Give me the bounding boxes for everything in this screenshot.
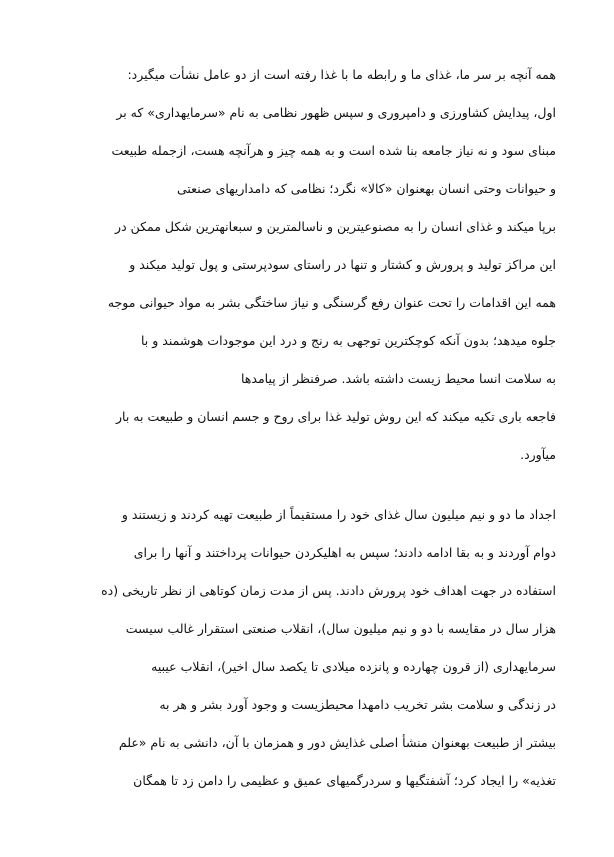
paragraph-1-line-11: میآورد.: [520, 447, 556, 462]
paragraph-2-line-2: دوام آوردند و به بقا ادامه دادند؛ سپس به اهلیکردن حیوانات پرداختند و آنها را برای: [133, 545, 556, 560]
paragraph-1-line-10: فاجعه باری تکیه میکند که این روش تولید غذا برای روح و جسم انسان و طبیعت به بار: [116, 409, 556, 424]
paragraph-1-line-4: و حیوانات وحتی انسان بهعنوان «کالا» نگرد؛ نظامی که دامداریهای صنعتی: [176, 181, 556, 196]
paragraph-2-line-7: بیشتر از طبیعت بهعنوان منشأ اصلی غذایش دور و همزمان با آن، دانشی به نام «علم: [118, 735, 556, 750]
paragraph-2-line-5: سرمایهداری (از قرون چهارده و پانزده میلادی تا یکصد سال اخیر)، انقلاب عیبیه: [151, 659, 556, 674]
paragraph-1-line-1: همه آنچه بر سر ما، غذای ما و رابطه ما با غذا رفته است از دو عامل نشأت میگیرد:: [127, 67, 556, 82]
paragraph-2-line-8: تغذیه» را ایجاد کرد؛ آشفتگیها و سردرگمیهای عمیق و عظیمی را دامن زد تا همگان: [133, 773, 556, 788]
paragraph-1-line-3: مبنای سود و نه نیاز جامعه بنا شده است و به همه چیز و هرآنچه هست، ازجمله طبیعت: [111, 143, 556, 158]
paragraph-2-line-1: اجداد ما دو و نیم میلیون سال غذای خود را مستقیماً از طبیعت تهیه کردند و زیستند و: [121, 507, 556, 522]
paragraph-1-line-5: برپا میکند و غذای انسان را به مصنوعیترین و ناسالمترین و سبعانهترین شکل ممکن در: [115, 219, 556, 234]
paragraph-2-line-4: هزار سال در مقایسه با دو و نیم میلیون سال)، انقلاب صنعتی استقرار غالب سیست: [125, 621, 556, 636]
paragraph-2-line-3: استفاده در جهت اهداف خود پرورش دادند. پس از مدت زمان کوتاهی از نظر تاریخی (ده: [101, 583, 556, 598]
paragraph-1-line-6: این مراکز تولید و پرورش و کشتار و تنها در راستای سودپرستی و پول تولید میکند و: [129, 257, 556, 272]
paragraph-2-line-6: در زندگی و سلامت بشر تخریب دامهدا محیطزیست و وجود آورد بشر و هر به: [159, 697, 556, 712]
paragraph-1-line-9: به سلامت انسا محیط زیست داشته باشد. صرفنظر از پیامدها: [240, 371, 556, 386]
paragraph-1-line-2: اول، پیدایش کشاورزی و دامپروری و سپس ظهور نظامی به نام «سرمایهداری» که بر: [116, 105, 556, 120]
paragraph-1-line-8: جلوه میدهد؛ بدون آنکه کوچکترین توجهی به رنج و درد این موجودات هوشمند و با: [140, 333, 556, 348]
paragraph-1-line-7: همه این اقدامات را تحت عنوان رفع گرسنگی و نیاز ساختگی بشر به مواد حیوانی موجه: [107, 295, 556, 310]
